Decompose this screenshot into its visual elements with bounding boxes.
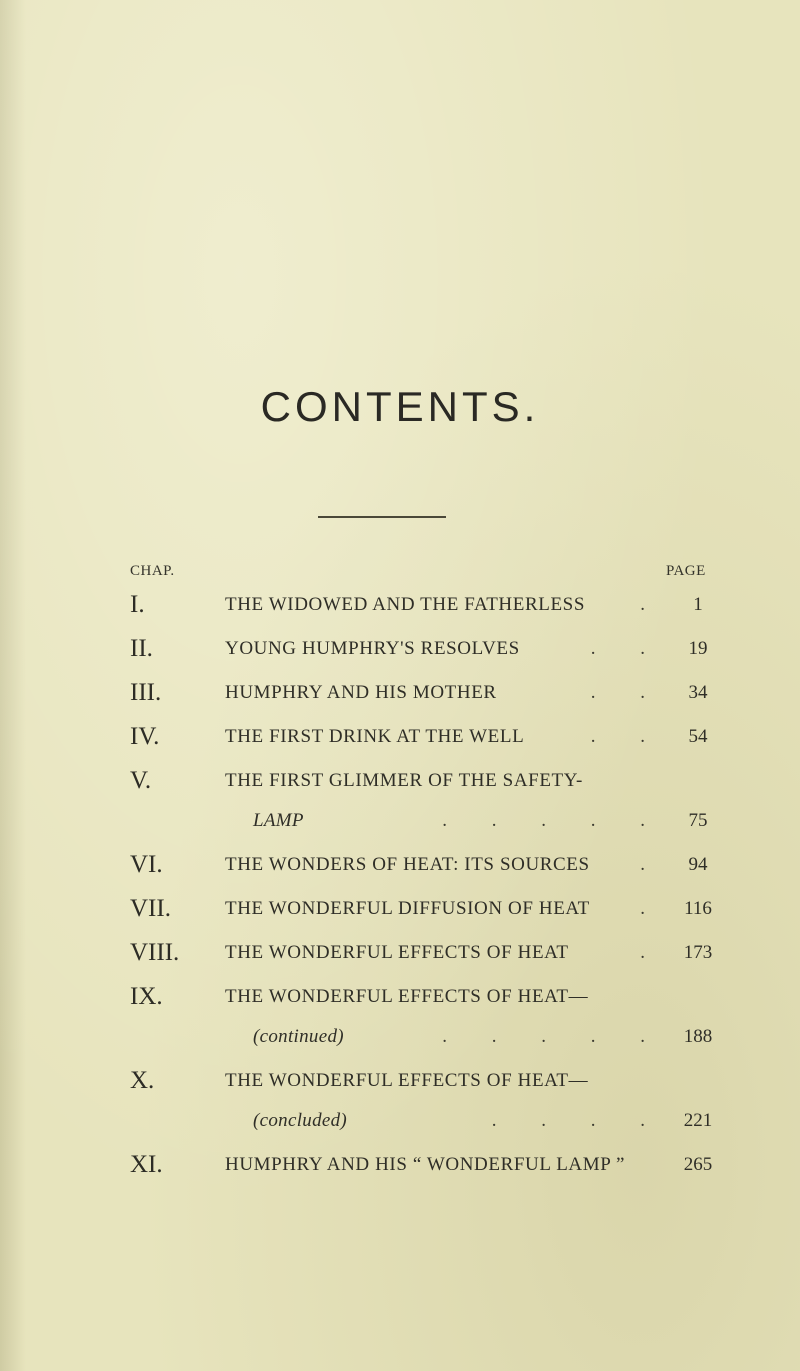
chapter-title-line	[225, 634, 665, 674]
chapter-title-line	[225, 590, 665, 630]
dot-leader: . .	[590, 638, 665, 659]
chapter-title-text: THE FIRST GLIMMER OF THE SAFETY-	[225, 770, 583, 791]
chapter-title-line	[225, 1106, 665, 1146]
dot-leader: .	[640, 594, 665, 615]
chapter-title-line	[225, 722, 665, 762]
chapter-title-line	[225, 850, 665, 890]
dot-leader: .	[640, 942, 665, 963]
chapter-title-line	[225, 678, 665, 718]
chapter-title	[225, 850, 665, 890]
chapter-title-text: THE WONDERFUL EFFECTS OF HEAT—	[225, 1070, 589, 1091]
chapter-title	[225, 1066, 665, 1146]
dot-leader: . . . . .	[442, 810, 665, 831]
dot-leader: .	[640, 898, 665, 919]
page-number: 1	[693, 594, 703, 615]
page-number: 34	[688, 682, 708, 703]
chapter-number: X.	[130, 1067, 155, 1094]
chapter-number: II.	[130, 635, 153, 662]
chapter-title-line	[225, 1150, 665, 1190]
chapter-number: I.	[130, 591, 145, 618]
chapter-title-line	[225, 766, 665, 806]
dot-leader: . .	[590, 726, 665, 747]
chapter-title-text: THE WONDERFUL DIFFUSION OF HEAT	[225, 898, 590, 919]
page-number: 221	[683, 1110, 713, 1131]
title-rule	[318, 516, 446, 518]
chapter-title-text: HUMPHRY AND HIS “ WONDERFUL LAMP ”	[225, 1154, 626, 1175]
chapter-title	[225, 722, 665, 762]
chapter-title-text: THE FIRST DRINK AT THE WELL	[225, 726, 525, 747]
page-number: 265	[683, 1154, 713, 1175]
chapter-number: IX.	[130, 983, 163, 1010]
chapter-title-text: (concluded)	[253, 1110, 348, 1131]
chapter-title	[225, 894, 665, 934]
page-number: 116	[684, 898, 712, 919]
page-title: CONTENTS.	[260, 383, 540, 430]
page-number: 54	[688, 726, 708, 747]
chapter-number: VIII.	[130, 939, 180, 966]
chapter-title-line	[225, 1066, 665, 1106]
chapter-number: VI.	[130, 851, 163, 878]
chapter-title	[225, 766, 665, 846]
dot-leader: . . . .	[491, 1110, 665, 1131]
chapter-title-line	[225, 894, 665, 934]
chapter-number: IV.	[130, 723, 160, 750]
page-column-header: PAGE	[666, 563, 706, 579]
dot-leader: .	[640, 854, 665, 875]
dot-leader: . .	[590, 682, 665, 703]
page-number: 19	[688, 638, 708, 659]
chapter-title-text: THE WONDERFUL EFFECTS OF HEAT—	[225, 986, 589, 1007]
chapter-title-line	[225, 982, 665, 1022]
chapter-number: V.	[130, 767, 152, 794]
chapter-title-text: THE WONDERS OF HEAT: ITS SOURCES	[225, 854, 590, 875]
chapter-title-line	[225, 1022, 665, 1062]
chapter-title	[225, 634, 665, 674]
page-number: 75	[688, 810, 708, 831]
chapter-title	[225, 982, 665, 1062]
chapter-title-text: THE WONDERFUL EFFECTS OF HEAT	[225, 942, 569, 963]
chapter-number: VII.	[130, 895, 171, 922]
chapter-title-text: (continued)	[253, 1026, 344, 1047]
chapter-title	[225, 1150, 665, 1190]
chapter-title-text: YOUNG HUMPHRY'S RESOLVES	[225, 638, 520, 659]
page-number: 188	[683, 1026, 713, 1047]
chapter-title	[225, 938, 665, 978]
chapter-title	[225, 590, 665, 630]
chapter-number: III.	[130, 679, 162, 706]
chapter-title-line	[225, 806, 665, 846]
chapter-title	[225, 678, 665, 718]
chapter-number: XI.	[130, 1151, 163, 1178]
chapter-title-text: LAMP	[253, 810, 304, 831]
chap-column-header: CHAP.	[130, 563, 175, 579]
page-number: 173	[683, 942, 713, 963]
chapter-title-text: THE WIDOWED AND THE FATHERLESS	[225, 594, 585, 615]
chapter-title-line	[225, 938, 665, 978]
chapter-title-text: HUMPHRY AND HIS MOTHER	[225, 682, 497, 703]
page-number: 94	[688, 854, 708, 875]
dot-leader: . . . . .	[442, 1026, 665, 1047]
